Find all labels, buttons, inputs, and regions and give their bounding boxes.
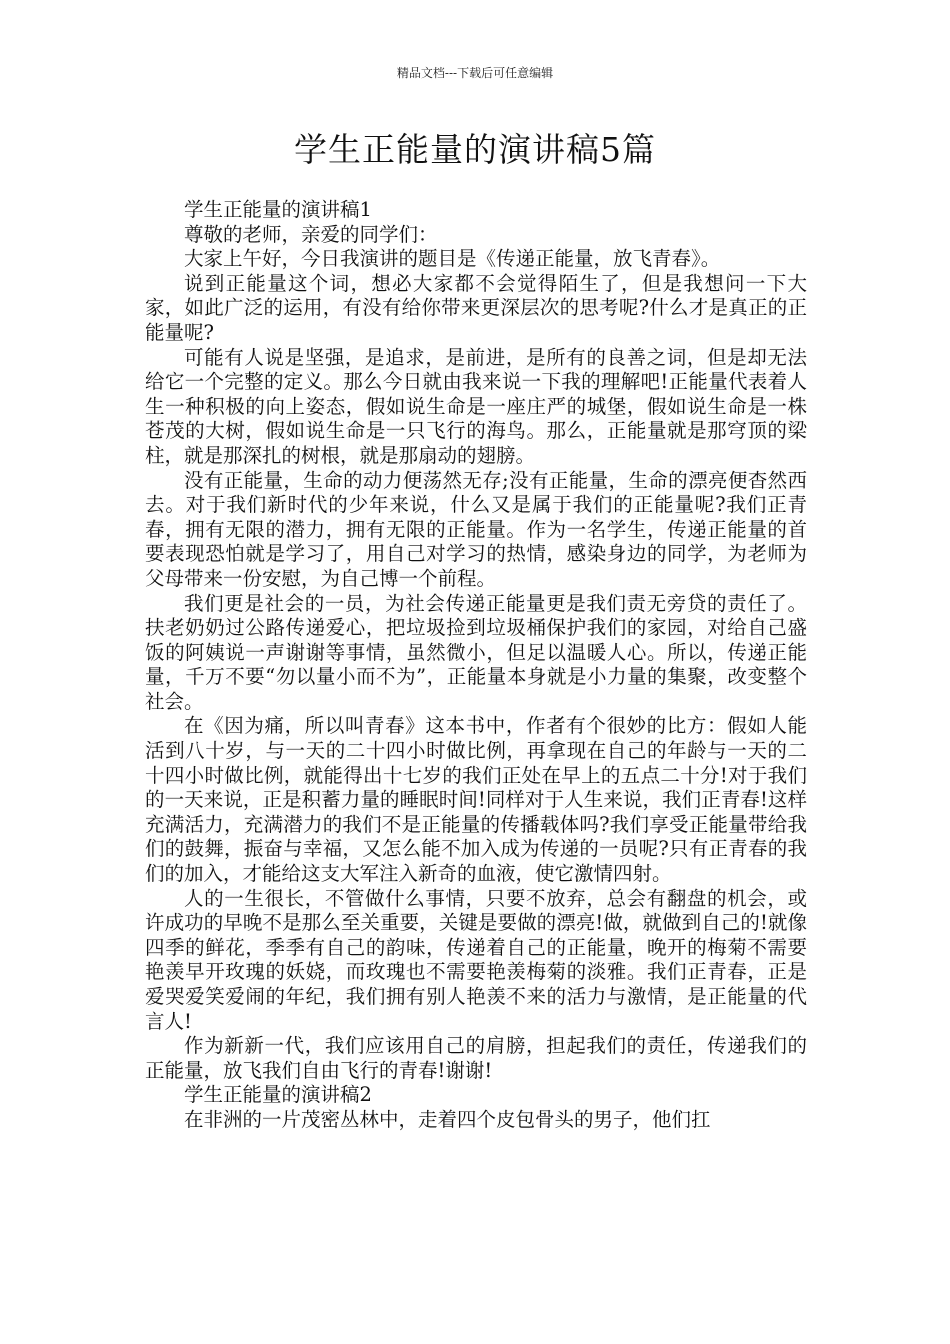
paragraph: 在《因为痛，所以叫青春》这本书中，作者有个很妙的比方：假如人能活到八十岁，与一天的二十四小时做比例，再拿现在自己的年龄与一天的二十四小时做比例，就能得出十七岁的我们正处在早上的五点二十分!对于我们的一天来说，正是积蓄力量的睡眠时间!同样对于人生来说，我们正青春!这样充满活力，充满潜力的我们不是正能量的传播载体吗?我们享受正能量带给我们的鼓舞，振奋与幸福，又怎么能不加入成为传递的一员呢?只有正青春的我们的加入，才能给这支大军注入新奇的血液，使它激情四射。	[145, 714, 807, 886]
section-heading-1: 学生正能量的演讲稿1	[184, 198, 372, 221]
section-heading-2: 学生正能量的演讲稿2	[184, 1083, 372, 1107]
paragraph: 作为新新一代，我们应该用自己的肩膀，担起我们的责任，传递我们的正能量，放飞我们自由飞行的青春!谢谢!	[145, 1034, 807, 1082]
paragraph: 说到正能量这个词，想必大家都不会觉得陌生了，但是我想问一下大家，如此广泛的运用，有没有给你带来更深层次的思考呢?什么才是真正的正能量呢?	[145, 271, 807, 344]
header-note: 精品文档---下载后可任意编辑	[396, 66, 554, 80]
paragraph: 可能有人说是坚强，是追求，是前进，是所有的良善之词，但是却无法给它一个完整的定义。那么今日就由我来说一下我的理解吧!正能量代表着人生一种积极的向上姿态，假如说生命是一座庄严的城堡，假如说生命是一株苍茂的大树，假如说生命是一只飞行的海鸟。那么，正能量就是那穹顶的梁柱，就是那深扎的树根，就是那扇动的翅膀。	[145, 345, 807, 467]
paragraph: 在非洲的一片茂密丛林中，走着四个皮包骨头的男子，他们扛	[184, 1107, 711, 1131]
document-title: 学生正能量的演讲稿5篇	[294, 130, 656, 169]
paragraph: 我们更是社会的一员，为社会传递正能量更是我们责无旁贷的责任了。扶老奶奶过公路传递爱心，把垃圾捡到垃圾桶保护我们的家园，对给自己盛饭的阿姨说一声谢谢等事情，虽然微小，但足以温暖人心。所以，传递正能量，千万不要“勿以量小而不为”，正能量本身就是小力量的集聚，改变整个社会。	[145, 591, 807, 713]
paragraph: 人的一生很长，不管做什么事情，只要不放弃，总会有翻盘的机会，或许成功的早晚不是那么至关重要，关键是要做的漂亮!做，就做到自己的!就像四季的鲜花，季季有自己的韵味，传递着自己的正能量，晚开的梅菊不需要艳羡早开玫瑰的妖娆，而玫瑰也不需要艳羡梅菊的淡雅。我们正青春，正是爱哭爱笑爱闹的年纪，我们拥有别人艳羡不来的活力与激情，是正能量的代言人!	[145, 886, 807, 1033]
document-body	[145, 198, 807, 1133]
paragraph: 大家上午好，今日我演讲的题目是《传递正能量，放飞青春》。	[184, 247, 721, 271]
paragraph: 没有正能量，生命的动力便荡然无存;没有正能量，生命的漂亮便杳然西去。对于我们新时代的少年来说，什么又是属于我们的正能量呢?我们正青春，拥有无限的潜力，拥有无限的正能量。作为一名学生，传递正能量的首要表现恐怕就是学习了，用自己对学习的热情，感染身边的同学，为老师为父母带来一份安慰，为自己博一个前程。	[145, 468, 807, 590]
salutation: 尊敬的老师，亲爱的同学们：	[184, 222, 438, 246]
